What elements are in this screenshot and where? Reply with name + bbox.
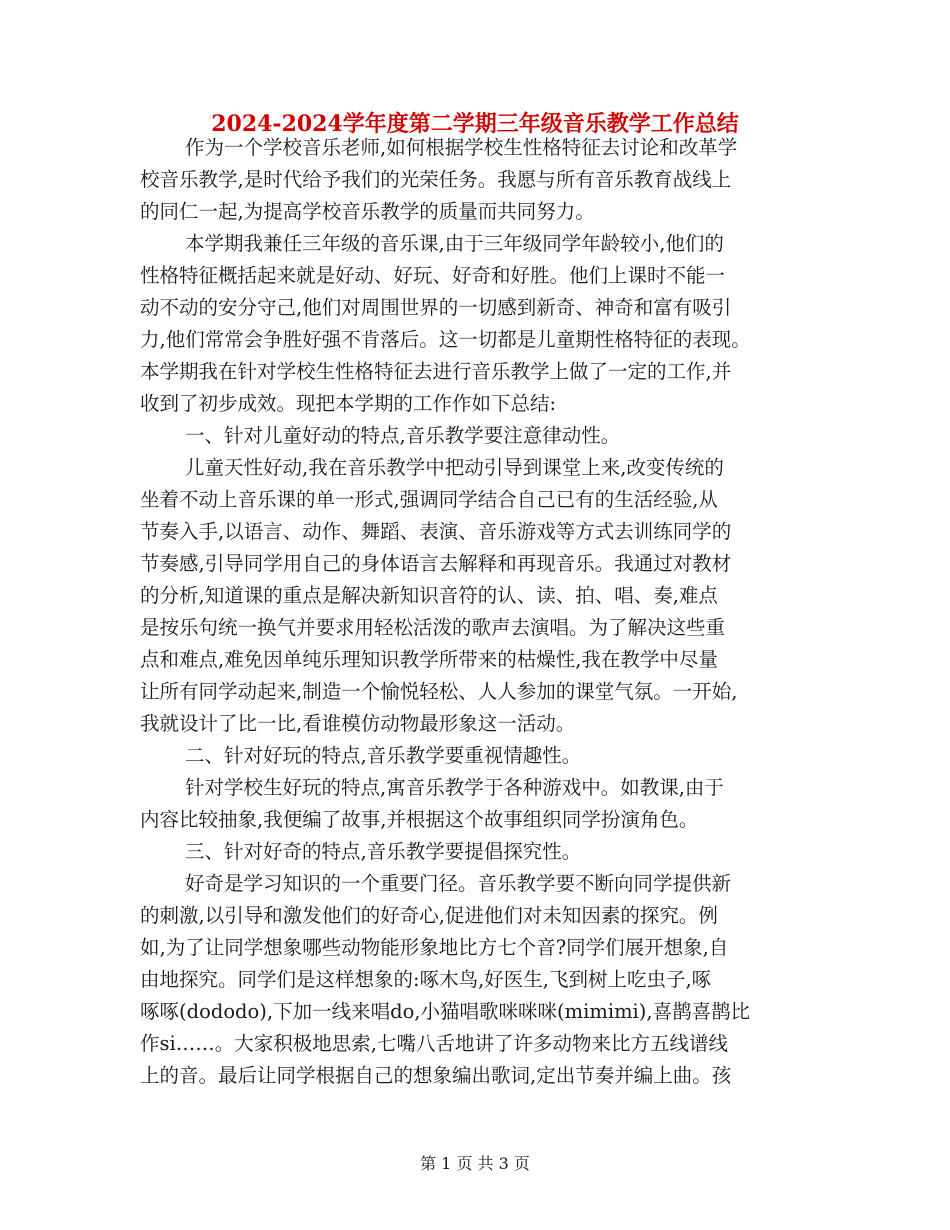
text-line: 动不动的安分守己,他们对周围世界的一切感到新奇、神奇和富有吸引 (140, 296, 732, 319)
text-line: 儿童天性好动,我在音乐教学中把动引导到课堂上来,改变传统的 (185, 456, 724, 479)
text-line: 啄啄(dododo),下加一线来唱do,小猫唱歌咪咪咪(mimimi),喜鹊喜鹊比 (140, 1000, 751, 1023)
text-line: 力,他们常常会争胜好强不肯落后。这一切都是儿童期性格特征的表现。 (140, 328, 751, 351)
text-line: 作为一个学校音乐老师,如何根据学校生性格特征去讨论和改革学 (185, 136, 738, 159)
text-line: 本学期我兼任三年级的音乐课,由于三年级同学年龄较小,他们的 (185, 232, 724, 255)
text-line: 的分析,知道课的重点是解决新知识音符的认、读、拍、唱、奏,难点 (140, 584, 718, 607)
text-line: 校音乐教学,是时代给予我们的光荣任务。我愿与所有音乐教育战线上 (140, 168, 732, 191)
text-line: 由地探究。同学们是这样想象的:啄木鸟,好医生,飞到树上吃虫子,啄 (140, 968, 712, 991)
text-line: 三、针对好奇的特点,音乐教学要提倡探究性。 (185, 840, 582, 863)
text-line: 上的音。最后让同学根据自己的想象编出歌词,定出节奏并编上曲。孩 (140, 1064, 732, 1087)
page-footer: 第 1 页 共 3 页 (420, 1154, 530, 1173)
text-line: 节奏感,引导同学用自己的身体语言去解释和再现音乐。我通过对教材 (140, 552, 732, 575)
text-line: 二、针对好玩的特点,音乐教学要重视情趣性。 (185, 744, 582, 767)
text-line: 我就设计了比一比,看谁模仿动物最形象这一活动。 (140, 712, 576, 735)
text-line: 点和难点,难免因单纯乐理知识教学所带来的枯燥性,我在教学中尽量 (140, 648, 718, 671)
text-line: 是按乐句统一换气并要求用轻松活泼的歌声去演唱。为了解决这些重 (140, 616, 726, 639)
text-line: 的刺激,以引导和激发他们的好奇心,促进他们对未知因素的探究。例 (140, 904, 718, 927)
document-title: 2024-2024学年度第二学期三年级音乐教学工作总结 (211, 111, 739, 137)
text-line: 内容比较抽象,我便编了故事,并根据这个故事组织同学扮演角色。 (140, 808, 699, 831)
document-body (140, 132, 820, 1092)
text-line: 本学期我在针对学校生性格特征去进行音乐教学上做了一定的工作,并 (140, 360, 732, 383)
text-line: 针对学校生好玩的特点,寓音乐教学于各种游戏中。如教课,由于 (185, 776, 724, 799)
text-line: 收到了初步成效。现把本学期的工作作如下总结: (140, 392, 557, 415)
text-line: 好奇是学习知识的一个重要门径。音乐教学要不断向同学提供新 (185, 872, 732, 895)
text-line: 性格特征概括起来就是好动、好玩、好奇和好胜。他们上课时不能一 (140, 264, 726, 287)
text-line: 一、针对儿童好动的特点,音乐教学要注意律动性。 (185, 424, 621, 447)
text-line: 的同仁一起,为提高学校音乐教学的质量而共同努力。 (140, 200, 595, 223)
text-line: 节奏入手,以语言、动作、舞蹈、表演、音乐游戏等方式去训练同学的 (140, 520, 732, 543)
text-line: 如,为了让同学想象哪些动物能形象地比方七个音?同学们展开想象,自 (140, 936, 729, 959)
text-line: 坐着不动上音乐课的单一形式,强调同学结合自己已有的生活经验,从 (140, 488, 718, 511)
text-line: 让所有同学动起来,制造一个愉悦轻松、人人参加的课堂气氛。一开始, (140, 680, 738, 703)
text-line: 作si……。大家积极地思索,七嘴八舌地讲了许多动物来比方五线谱线 (140, 1032, 728, 1055)
